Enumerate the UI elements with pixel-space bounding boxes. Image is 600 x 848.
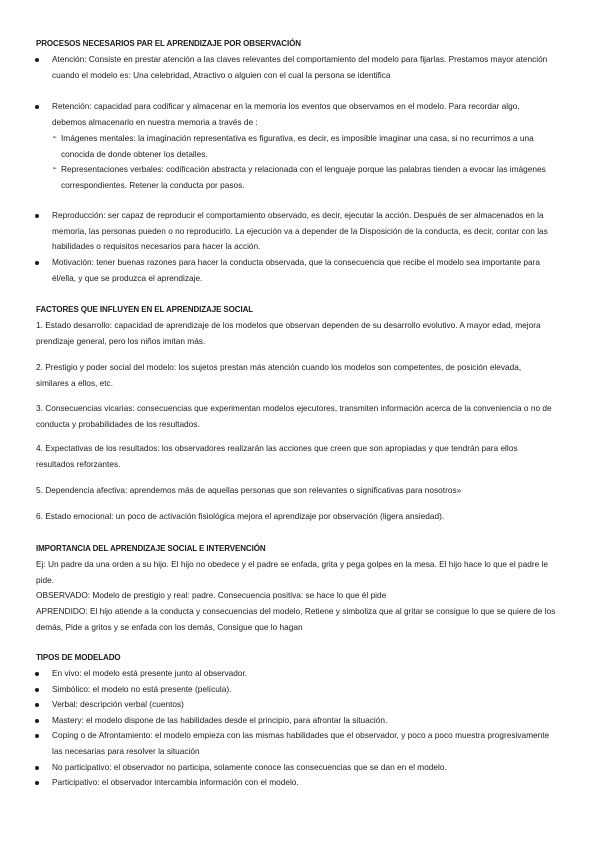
list-item-participativo: Participativo: el observador intercambia información con el modelo.: [35, 775, 553, 791]
paragraph-ejemplo: Ej: Un padre da una orden a su hijo. El hijo no obedece y el padre se enfada, grita y pega golpes en la mesa. El hijo hace lo que el padre le pide.: [36, 559, 548, 585]
bullet-icon: [35, 214, 39, 218]
list-item-mastery: Mastery: el modelo dispone de las habilidades desde el principio, para afrontar la situación.: [35, 713, 553, 729]
paragraph-factor-5: 5. Dependencia afectiva: aprendemos más de aquellas personas que son relevantes o significativas para nosotros»: [36, 485, 462, 495]
list-item-verbal: Verbal: descripción verbal (cuentos): [35, 697, 553, 713]
paragraph-observado: OBSERVADO: Modelo de prestigio y real: padre. Consecuencia positiva: se hace lo que él pide: [36, 590, 387, 600]
bullet-icon: [35, 766, 39, 770]
list-item-simbolico: Simbólico: el modelo no está presente (película).: [35, 682, 553, 698]
list-item-reproduccion: Reproducción: ser capaz de reproducir el comportamiento observado, es decir, ejecutar la acción. Después de ser almacenados en la memoria, las personas pueden o no reproducirlo. La ejecución va a depender de la Disposición de la conducta, es decir, contar con las habilidades o requisitos necesarios para hacer la acción.: [35, 208, 553, 255]
bullet-icon: [35, 719, 39, 723]
bullet-icon: [35, 105, 39, 109]
section-heading-tipos: TIPOS DE MODELADO: [36, 653, 121, 662]
list-item-no-participativo: No participativo: el observador no participa, solamente conoce las consecuencias que se dan en el modelo.: [35, 760, 553, 776]
arrow-icon: ➢: [52, 135, 58, 141]
list-item-motivacion: Motivación: tener buenas razones para hacer la conducta observada, que la consecuencia que recibe el modelo sea importante para él/ella, y que se produzca el aprendizaje.: [35, 255, 553, 286]
bullet-icon: [35, 734, 39, 738]
section-heading-importancia: IMPORTANCIA DEL APRENDIZAJE SOCIAL E INTERVENCIÓN: [36, 544, 266, 553]
arrow-icon: ➢: [52, 166, 58, 172]
paragraph-factor-4: 4. Expectativas de los resultados: los observadores realizarán las acciones que creen que son apropiadas y que tendrán para ellos resultados reforzantes.: [36, 443, 518, 469]
bullet-icon: [35, 261, 39, 265]
bullet-icon: [35, 781, 39, 785]
list-item-en-vivo: En vivo: el modelo está presente junto al observador.: [35, 666, 553, 682]
paragraph-factor-6: 6. Estado emocional: un poco de activación fisiológica mejora el aprendizaje por observación (ligera ansiedad).: [36, 511, 445, 521]
bullet-icon: [35, 688, 39, 692]
section-heading-procesos: PROCESOS NECESARIOS PAR EL APRENDIZAJE POR OBSERVACIÓN: [36, 39, 301, 48]
bullet-icon: [35, 703, 39, 707]
sub-item-verbales: ➢ Representaciones verbales: codificación abstracta y relacionada con el lenguaje porque las palabras tienden a evocar las imágenes correspondientes. Retener la conducta por pasos.: [52, 164, 546, 190]
paragraph-factor-1: 1. Estado desarrollo: capacidad de aprendizaje de los modelos que observan dependen de su desarrollo evolutivo. A mayor edad, mejora prendizaje general, pero los niños imitan más.: [36, 320, 541, 346]
list-item-coping: Coping o de Afrontamiento: el modelo empieza con las mismas habilidades que el observador, y poco a poco muestra progresivamente las necesarias para resolver la situación: [35, 728, 553, 759]
list-item-atencion: Atención: Consiste en prestar atención a las claves relevantes del comportamiento del modelo para fijarlas. Prestamos mayor atención cuando el modelo es: Una celebridad, Atractivo o alguien con el cual la persona se identifica: [35, 52, 553, 83]
paragraph-factor-2: 2. Prestigio y poder social del modelo: los sujetos prestan más atención cuando los modelos son competentes, de posición elevada, similares a ellos, etc.: [36, 362, 522, 388]
bullet-icon: [35, 58, 39, 62]
paragraph-factor-3: 3. Consecuencias vicarias: consecuencias que experimentan modelos ejecutores, transmiten información acerca de la conveniencia o no de conducta y probabilidades de los resultados.: [36, 403, 552, 429]
list-item-retencion: Retención: capacidad para codificar y almacenar en la memoria los eventos que observamos en el modelo. Para recordar algo, debemos almacenarlo en nuestra memoria a través de :: [35, 99, 553, 130]
section-heading-factores: FACTORES QUE INFLUYEN EN EL APRENDIZAJE SOCIAL: [36, 305, 254, 314]
bullet-icon: [35, 672, 39, 676]
paragraph-aprendido: APRENDIDO: El hijo atiende a la conducta y consecuencias del modelo, Retiene y simboliza que al gritar se consigue lo que se quiere de los demás, Pide a gritos y se enfada con los demás, Consigue que lo hagan: [36, 606, 556, 632]
sub-item-imagenes: ➢ Imágenes mentales: la imaginación representativa es figurativa, es decir, es imposible imaginar una casa, si no recurrimos a una conocida de donde obtener los detalles.: [52, 133, 534, 159]
